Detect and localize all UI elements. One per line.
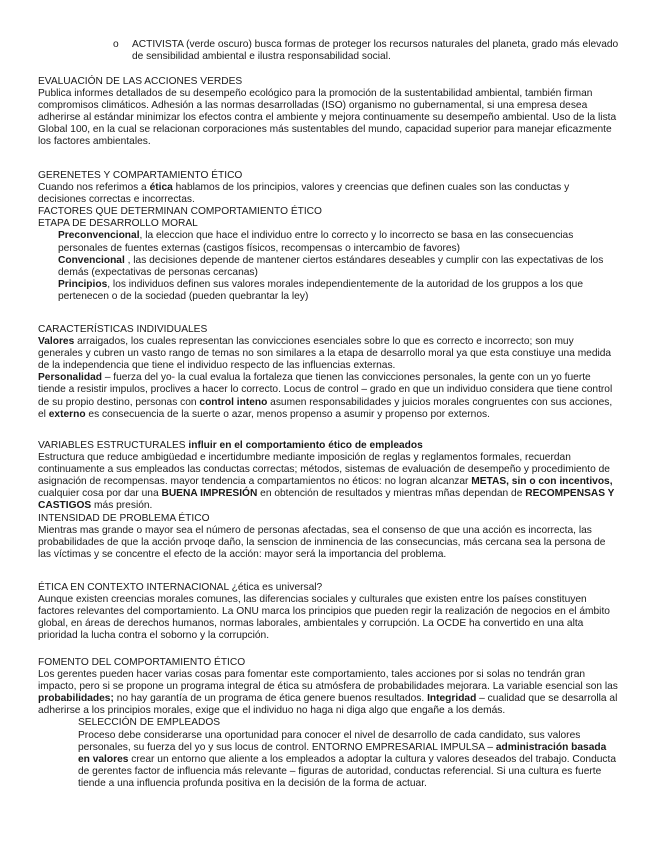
internacional-heading: ÉTICA EN CONTEXTO INTERNACIONAL ¿ética es universal? xyxy=(38,582,323,593)
convencional-item: Convencional , las decisiones depende de mantener ciertos estándares deseables y cumplir con las expectativas de los demás (expectativas de personas cercanas) xyxy=(58,254,604,278)
fomento-heading: FOMENTO DEL COMPORTAMIENTO ÉTICO xyxy=(38,657,246,668)
evaluacion-section xyxy=(38,76,620,149)
variables-heading: VARIABLES ESTRUCTURALES influir en el comportamiento ético de empleados xyxy=(38,440,423,451)
gerentes-section xyxy=(38,170,620,303)
etapa-heading: ETAPA DE DESARROLLO MORAL xyxy=(38,218,198,230)
preconvencional-item: Preconvencional, la eleccion que hace el individuo entre lo correcto y lo incorrecto se basa en las consecuencias personales de fuentes externas (castigos físicos, recompensas o intercambio de favores) xyxy=(58,230,574,254)
bullet-marker: o xyxy=(113,39,119,50)
intensidad-body: Mientras mas grande o mayor sea el número de personas afectadas, sea el consenso de que una acción es incorrecta, las probabilidades de que la acción prvoqe daño, la senscion de inminencia de las consecuncias, más cercana sea la persona de las víctimas y se concentre el efecto de la acción: mayor será la importancia del problema. xyxy=(38,524,606,560)
gerentes-heading: GERENETES Y COMPARTAMIENTO ÉTICO xyxy=(38,170,243,181)
fomento-section xyxy=(38,657,620,790)
personalidad-paragraph: Personalidad – fuerza del yo- la cual evalua la fortaleza que tienen las convicciones personales, la gente con un yo fuerte tiende a resistir impulos, proclives a hacer lo correcto. Locus de control – grado en que un individuo considera que tiene control de su propio destino, personas con control inteno asumen responsabilidades y juicios morales congruentes con sus acciones, el externo es consecuencia de la suerte o azar, menos propenso a asumir y propenso por externos. xyxy=(38,372,613,420)
seleccion-heading: SELECCIÓN DE EMPLEADOS xyxy=(78,717,221,729)
principios-item: Principios, los individuos definen sus valores morales independientemente de la autoridad de los gruppos a los que pertenecen o de la sociedad (pueden quebrantar la ley) xyxy=(58,278,583,302)
intensidad-heading: INTENSIDAD DE PROBLEMA ÉTICO xyxy=(38,512,210,524)
fomento-body: Los gerentes pueden hacer varias cosas para fomentar este comportamiento, tales acciones por si solas no tendrán gran impacto, pero si se propone un programa integral de ética su atmósfera de probabilidades mejorara. La variable esencial son las probabilidades; no hay garantía de un programa de ética genere buenos resultados. Integridad – cualidad que se desarrolla al adherirse a los principios morales, exige que el individuo no haga ni diga algo que engañe a los demás. xyxy=(38,669,618,717)
caracteristicas-section xyxy=(38,324,620,421)
valores-paragraph: Valores arraigados, los cuales representan las convicciones esenciales sobre lo que es correcto e incorrecto; son muy generales y cubren un vasto rango de temas no son similares a la etapa de desarrollo moral ya que esta constiuye una medida de la independencia que tiene el individuo respecto de las influencias externas. xyxy=(38,336,612,372)
internacional-body: Aunque existen creencias morales comunes, las diferencias sociales y culturales que existen entre los países constituyen factores relevantes del comportamiento. La ONU marca los principios que pueden regir la realización de negocios en el ámbito global, en áreas de derechos humanos, normas laborales, ambientales y corrupción. La OCDE ha convertido en una alta prioridad la lucha contra el soborno y la corrupción. xyxy=(38,594,610,642)
internacional-section xyxy=(38,582,620,642)
variables-section xyxy=(38,440,620,561)
variables-body: Estructura que reduce ambigüedad e incertidumbre mediante imposición de reglas y reglamentos formales, recuerdan continuamente a sus empleados las conductas correctas; métodos, sistemas de evaluación de desempeño y procedimiento de asignación de recompensas. mayor tendencia a compartamientos no éticos: no logran alcanzar METAS, sin o con incentivos, cualquier cosa por dar una BUENA IMPRESIÓN en obtención de resultados y mientras mñas dependan de RECOMPENSAS Y CASTIGOS más presión. xyxy=(38,452,615,512)
etica-term: ética xyxy=(149,182,173,194)
activista-bullet-text: ACTIVISTA (verde oscuro) busca formas de proteger los recursos naturales del planeta, grado más elevado de sensibilidad ambiental e ilustra responsabilidad social. xyxy=(132,39,619,63)
gerentes-intro: Cuando nos referimos a ética hablamos de los principios, valores y creencias que definen cuales son las conductas y decisiones correctas e incorrectas. xyxy=(38,182,570,206)
caracteristicas-heading: CARACTERÍSTICAS INDIVIDUALES xyxy=(38,324,208,335)
seleccion-body: Proceso debe considerarse una oportunidad para conocer el nivel de desarrollo de cada candidato, sus valores personales, su fuerza del yo y sus locus de control. ENTORNO EMPRESARIAL IMPULSA – administración basada en valores crear un entorno que aliente a los empleados a adoptar la cultura y valores deseados del trabajo. Conducta de gerentes factor de influencia más relevante – figuras de autoridad, conductas referencial. Si una cultura es fuerte tiende a una influencia profunda positiva en la decisión de la forma de actuar. xyxy=(78,729,617,789)
evaluacion-body: Publica informes detallados de su desempeño ecológico para la promoción de la sustentabilidad ambiental, también firman compromisos climáticos. Adhesión a las normas desarrolladas (ISO) organismo no gubernamental, si una empresa desea adherirse al estándar minimizar los efectos contra el ambiente y mejora continuamente su desempeño ambiental. Uso de la lista Global 100, en la cual se relacionan corporaciones más sustentables del mundo, capacidad superior para manejar eficazmente los factores ambientales. xyxy=(38,88,617,148)
evaluacion-heading: EVALUACIÓN DE LAS ACCIONES VERDES xyxy=(38,76,243,87)
factores-heading: FACTORES QUE DETERMINAN COMPORTAMIENTO ÉTICO xyxy=(38,206,322,218)
